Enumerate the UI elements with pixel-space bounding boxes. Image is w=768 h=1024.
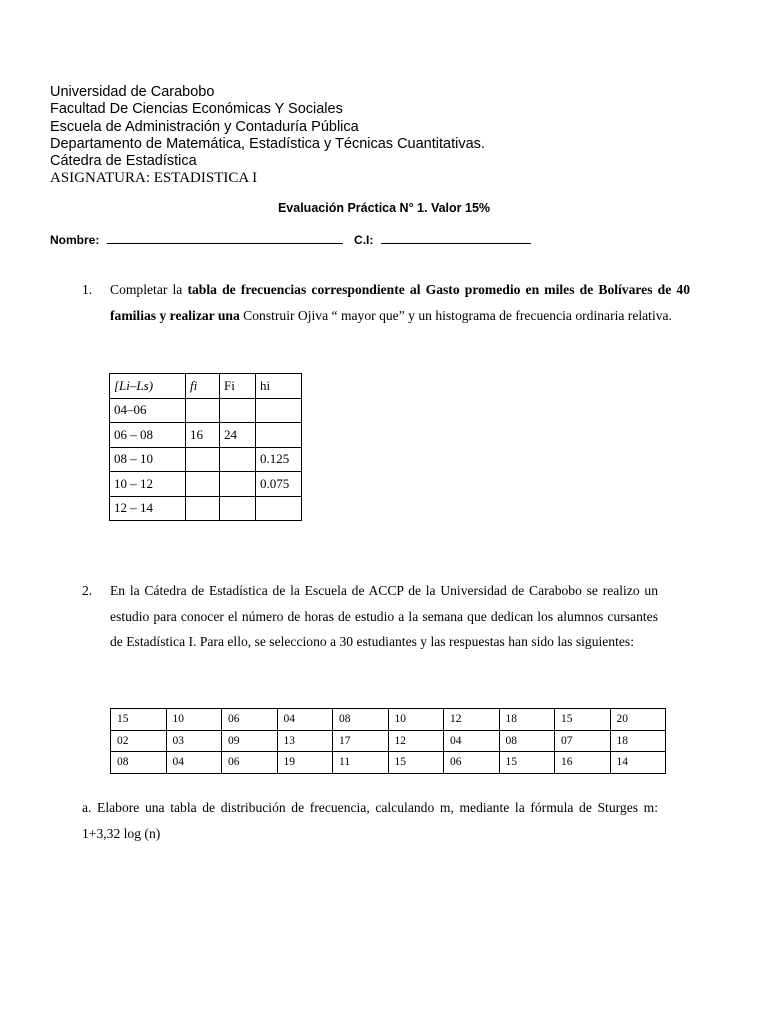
- table-cell: 16: [186, 423, 220, 448]
- table-cell: 10 – 12: [110, 472, 186, 497]
- table-cell: [220, 472, 256, 497]
- table-cell: 17: [333, 730, 389, 752]
- table-cell: 20: [610, 709, 666, 731]
- hours-data-table: [110, 708, 666, 774]
- q1-text-bold: tabla de frecuencias correspondiente al Gasto promedio en miles de Bolívares de 40 familias y realizar una: [110, 282, 690, 323]
- table-cell: 15: [388, 752, 444, 774]
- table-row: [110, 496, 302, 521]
- table-cell: 0.125: [256, 447, 302, 472]
- question-2-text: En la Cátedra de Estadística de la Escuela de ACCP de la Universidad de Carabobo se realizo un estudio para conocer el número de horas de estudio a la semana que dedican los alumnos cursantes de Estadística I. Para ello, se selecciono a 30 estudiantes y las respuestas han sido las siguientes:: [110, 583, 658, 649]
- ci-blank: [381, 232, 531, 244]
- table-cell: 18: [610, 730, 666, 752]
- table-cell: 08: [333, 709, 389, 731]
- table-cell: 04–06: [110, 398, 186, 423]
- table-cell: 04: [277, 709, 333, 731]
- table-cell: 16: [555, 752, 611, 774]
- name-blank: [107, 232, 343, 244]
- table-cell: [256, 423, 302, 448]
- table-row: [111, 730, 666, 752]
- table-cell: 18: [499, 709, 555, 731]
- table-cell: 08 – 10: [110, 447, 186, 472]
- question-2a-text: a. Elabore una tabla de distribución de frecuencia, calculando m, mediante la fórmula de Sturges m: 1+3,32 log (n): [82, 800, 658, 841]
- col-header-interval: [Li–Ls): [110, 374, 186, 399]
- q1-text-part1: Completar la: [110, 282, 188, 297]
- institution-header: [50, 84, 485, 188]
- table-cell: 06 – 08: [110, 423, 186, 448]
- table-cell: [256, 398, 302, 423]
- table-cell: 13: [277, 730, 333, 752]
- table-cell: 04: [444, 730, 500, 752]
- table-cell: 04: [166, 752, 222, 774]
- faculty-name: Facultad De Ciencias Económicas Y Sociales: [50, 101, 343, 118]
- table-cell: 12: [444, 709, 500, 731]
- table-cell: 08: [111, 752, 167, 774]
- table-cell: [220, 447, 256, 472]
- table-cell: [186, 398, 220, 423]
- school-name: Escuela de Administración y Contaduría Pública: [50, 118, 359, 135]
- table-cell: 24: [220, 423, 256, 448]
- table-cell: 12 – 14: [110, 496, 186, 521]
- table-row: [111, 752, 666, 774]
- table-cell: 12: [388, 730, 444, 752]
- table-cell: [220, 496, 256, 521]
- table-row: [111, 709, 666, 731]
- university-name: Universidad de Carabobo: [50, 84, 215, 100]
- department-name: Departamento de Matemática, Estadística y Técnicas Cuantitativas.: [50, 135, 485, 152]
- table-header-row: [110, 374, 302, 399]
- table-row: [110, 398, 302, 423]
- table-cell: [220, 398, 256, 423]
- col-header-Fi: Fi: [220, 374, 256, 399]
- table-cell: 02: [111, 730, 167, 752]
- table-cell: 08: [499, 730, 555, 752]
- table-cell: 09: [222, 730, 278, 752]
- table-cell: 19: [277, 752, 333, 774]
- subject-name: ASIGNATURA: ESTADISTICA I: [50, 170, 258, 187]
- col-header-fi: fi: [186, 374, 220, 399]
- table-cell: 14: [610, 752, 666, 774]
- table-cell: [186, 496, 220, 521]
- table-cell: 06: [222, 709, 278, 731]
- table-cell: 15: [555, 709, 611, 731]
- table-row: [110, 447, 302, 472]
- question-1-text: [110, 277, 690, 328]
- table-cell: [186, 447, 220, 472]
- name-label: Nombre:: [50, 233, 100, 247]
- col-header-hi: hi: [256, 374, 302, 399]
- table-row: [110, 472, 302, 497]
- ci-label: C.I:: [354, 233, 374, 247]
- table-cell: 07: [555, 730, 611, 752]
- frequency-table: [109, 373, 302, 521]
- question-2-number: 2.: [82, 583, 93, 598]
- page-title: Evaluación Práctica N° 1. Valor 15%: [277, 201, 491, 215]
- table-cell: 06: [222, 752, 278, 774]
- table-cell: 15: [499, 752, 555, 774]
- question-1-number: 1.: [82, 282, 93, 297]
- table-cell: 10: [388, 709, 444, 731]
- table-cell: 03: [166, 730, 222, 752]
- chair-name: Cátedra de Estadística: [50, 153, 197, 170]
- table-cell: [256, 496, 302, 521]
- table-cell: [186, 472, 220, 497]
- table-cell: 10: [166, 709, 222, 731]
- table-row: [110, 423, 302, 448]
- table-cell: 11: [333, 752, 389, 774]
- id-fields: [50, 232, 531, 247]
- q1-text-part2: Construir Ojiva “ mayor que” y un histograma de frecuencia ordinaria relativa.: [239, 307, 672, 323]
- table-cell: 06: [444, 752, 500, 774]
- table-cell: 0.075: [256, 472, 302, 497]
- table-cell: 15: [111, 709, 167, 731]
